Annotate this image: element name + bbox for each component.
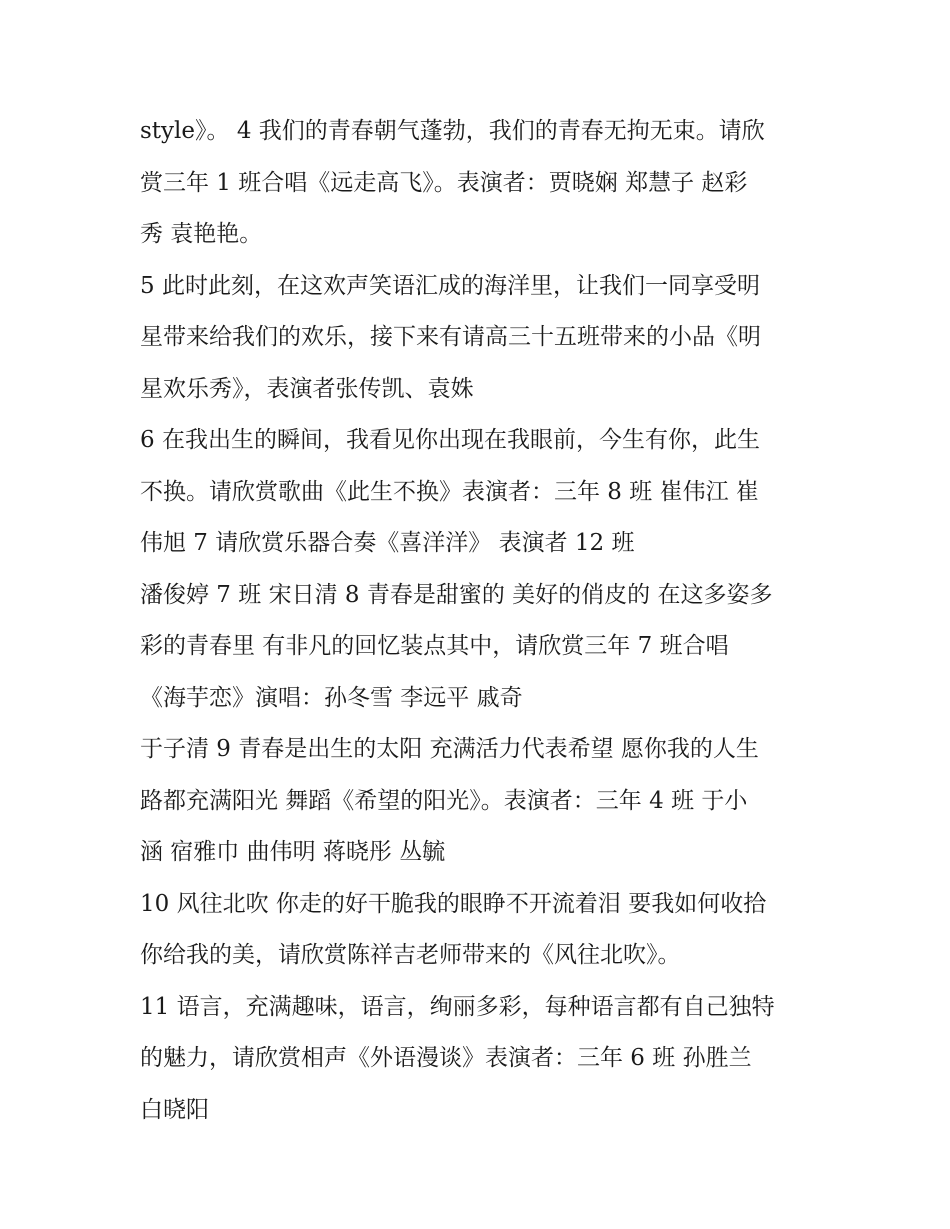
text-line: 赏三年 1 班合唱《远走高飞》。表演者：贾晓娴 郑慧子 赵彩 xyxy=(140,169,748,196)
text-line: 秀 袁艳艳。 xyxy=(140,221,263,247)
document-body xyxy=(140,106,830,1136)
text-line: 10 风往北吹 你走的好干脆我的眼睁不开流着泪 要我如何收拾 xyxy=(140,890,767,917)
text-line: 路都充满阳光 舞蹈《希望的阳光》。表演者：三年 4 班 于小 xyxy=(140,787,748,814)
text-line: 涵 宿雅巾 曲伟明 蒋晓彤 丛毓 xyxy=(140,839,446,865)
text-line: 你给我的美，请欣赏陈祥吉老师带来的《风往北吹》。 xyxy=(140,942,681,968)
text-line: 6 在我出生的瞬间，我看见你出现在我眼前，今生有你，此生 xyxy=(140,427,760,453)
text-line: 11 语言，充满趣味，语言，绚丽多彩，每种语言都有自己独特 xyxy=(140,993,775,1020)
text-line: 的魅力，请欣赏相声《外语漫谈》表演者：三年 6 班 孙胜兰 xyxy=(140,1045,752,1071)
text-line: 潘俊婷 7 班 宋日清 8 青春是甜蜜的 美好的俏皮的 在这多姿多 xyxy=(140,581,773,608)
text-line: 星欢乐秀》，表演者张传凯、袁姝 xyxy=(140,375,474,402)
text-line: 于子清 9 青春是出生的太阳 充满活力代表希望 愿你我的人生 xyxy=(140,736,759,762)
text-line: 不换。请欣赏歌曲《此生不换》表演者：三年 8 班 崔伟江 崔 xyxy=(140,478,759,505)
text-line: 白晓阳 xyxy=(140,1096,209,1123)
text-line: 《海芋恋》演唱：孙冬雪 李远平 戚奇 xyxy=(140,684,523,711)
text-line: 5 此时此刻，在这欢声笑语汇成的海洋里，让我们一同享受明 xyxy=(140,272,760,299)
text-line: 伟旭 7 请欣赏乐器合奏《喜洋洋》 表演者 12 班 xyxy=(140,530,635,556)
text-line: style》。 4 我们的青春朝气蓬勃，我们的青春无拘无束。请欣 xyxy=(140,118,765,144)
text-line: 彩的青春里 有非凡的回忆装点其中，请欣赏三年 7 班合唱 xyxy=(140,633,729,659)
text-line: 星带来给我们的欢乐，接下来有请高三十五班带来的小品《明 xyxy=(140,324,761,350)
